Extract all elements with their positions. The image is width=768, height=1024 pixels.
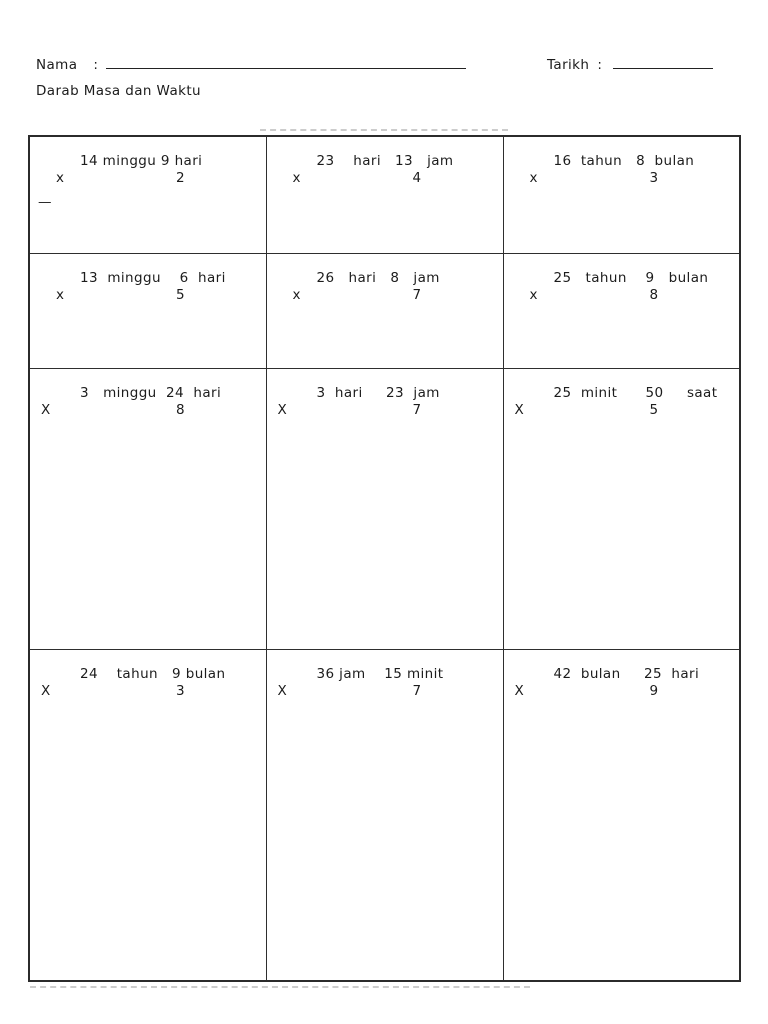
problem-op-line xyxy=(30,683,266,701)
problem-op-line xyxy=(30,170,266,188)
problem-op-line xyxy=(504,683,740,701)
problem-op-line xyxy=(30,287,266,305)
problem-operand: 25 tahun 9 bulan xyxy=(553,269,709,286)
problem-operand: 14 minggu 9 hari xyxy=(80,153,203,169)
grid-row-4 xyxy=(29,649,740,981)
problem-operand: 42 bulan 25 hari xyxy=(553,665,700,682)
problem-op-line xyxy=(267,402,503,420)
problem-cell-5 xyxy=(266,253,503,368)
problem-multiplier: 3 xyxy=(649,170,659,186)
problem-op-line xyxy=(267,170,503,188)
problem-operand: 23 hari 13 jam xyxy=(316,153,454,169)
problem-cell-2 xyxy=(266,136,503,253)
problem-multiplier: 3 xyxy=(176,682,185,699)
multiply-sign: X xyxy=(41,401,51,418)
problem-multiplier: 9 xyxy=(649,682,659,699)
problem-multiplier: 5 xyxy=(649,401,659,418)
problem-multiplier: 8 xyxy=(649,286,659,303)
problem-operand: 25 minit 50 saat xyxy=(553,384,718,401)
name-separator: : xyxy=(93,57,99,73)
name-label: Nama xyxy=(36,57,78,73)
problem-cell-7 xyxy=(29,368,266,649)
date-separator: : xyxy=(597,57,603,73)
problem-cell-10 xyxy=(29,649,266,981)
multiply-sign: X xyxy=(41,682,51,699)
multiply-sign: x xyxy=(529,170,538,186)
grid-row-1 xyxy=(29,136,740,253)
problems-grid xyxy=(28,135,741,982)
multiply-sign: x xyxy=(529,286,538,303)
problem-multiplier: 2 xyxy=(176,170,185,186)
problem-multiplier: 8 xyxy=(176,401,185,418)
multiply-sign: x xyxy=(56,286,65,303)
problem-cell-1 xyxy=(29,136,266,253)
multiply-sign: x xyxy=(292,170,301,186)
problem-cell-3 xyxy=(503,136,740,253)
date-blank-line xyxy=(613,56,713,69)
problem-op-line xyxy=(504,402,740,420)
problem-multiplier: 4 xyxy=(412,170,422,186)
scan-artifact-bottom xyxy=(30,986,530,988)
problem-op-line xyxy=(30,402,266,420)
scan-artifact-top xyxy=(260,129,508,131)
problem-op-line xyxy=(267,287,503,305)
grid-row-3 xyxy=(29,368,740,649)
problem-operand: 3 hari 23 jam xyxy=(316,384,440,401)
problem-op-line xyxy=(504,287,740,305)
name-field-group xyxy=(36,56,466,73)
multiply-sign: X xyxy=(514,401,525,418)
problem-op-line xyxy=(267,683,503,701)
name-blank-line xyxy=(106,56,466,69)
problem-cell-9 xyxy=(503,368,740,649)
problem-multiplier: 7 xyxy=(412,286,422,303)
problem-cell-11 xyxy=(266,649,503,981)
problem-operand: 26 hari 8 jam xyxy=(316,269,440,286)
problem-cell-6 xyxy=(503,253,740,368)
multiply-sign: x xyxy=(56,170,65,186)
problem-op-line xyxy=(504,170,740,188)
problem-operand: 36 jam 15 minit xyxy=(316,665,444,682)
problem-operand: 24 tahun 9 bulan xyxy=(80,665,226,682)
problem-multiplier: 5 xyxy=(176,286,185,303)
multiply-sign: x xyxy=(292,286,301,303)
date-field-group xyxy=(547,56,713,73)
multiply-sign: X xyxy=(514,682,525,699)
multiply-sign: X xyxy=(277,682,288,699)
problem-operand: 3 minggu 24 hari xyxy=(80,384,222,401)
worksheet-title: Darab Masa dan Waktu xyxy=(36,83,201,99)
answer-dash: — xyxy=(38,194,52,210)
date-label: Tarikh xyxy=(547,57,590,73)
grid-row-2 xyxy=(29,253,740,368)
problem-cell-12 xyxy=(503,649,740,981)
problem-cell-8 xyxy=(266,368,503,649)
problem-cell-4 xyxy=(29,253,266,368)
multiply-sign: X xyxy=(277,401,288,418)
problem-multiplier: 7 xyxy=(412,401,422,418)
problem-multiplier: 7 xyxy=(412,682,422,699)
problem-operand: 13 minggu 6 hari xyxy=(80,269,226,286)
problem-operand: 16 tahun 8 bulan xyxy=(553,153,695,169)
